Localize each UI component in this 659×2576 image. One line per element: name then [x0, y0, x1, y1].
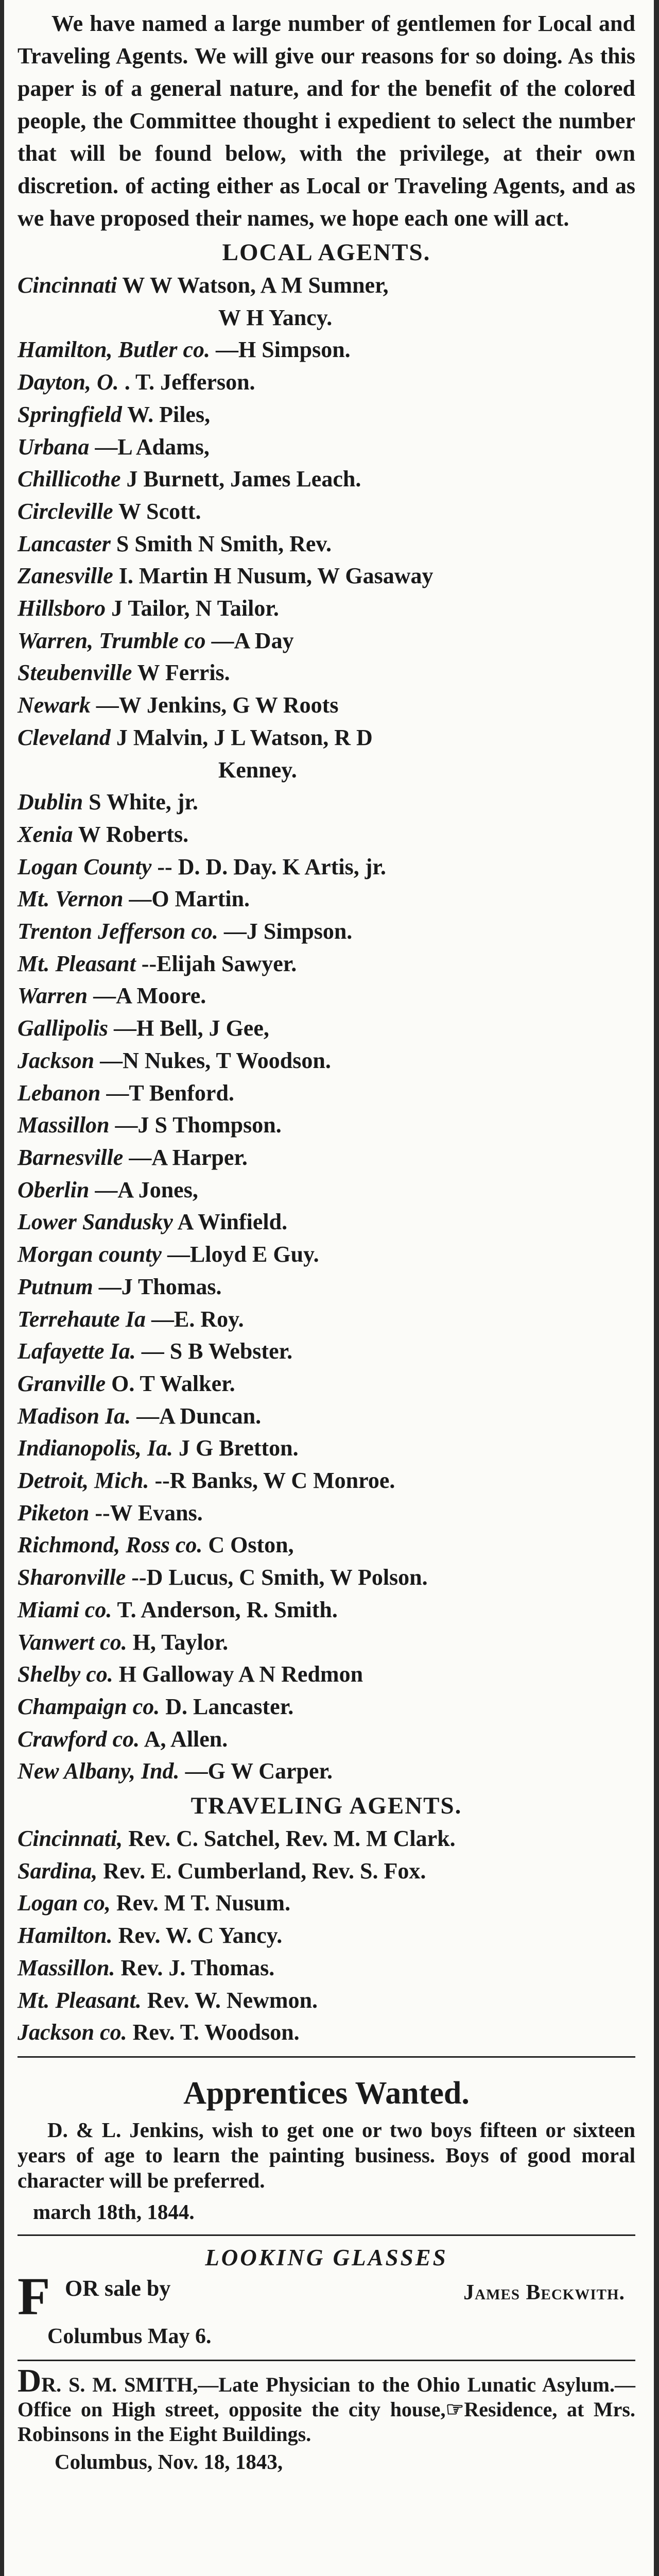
agent-names: W Ferris. — [137, 660, 230, 686]
intro-text: We have named a large number of gentlemen for Local and Traveling Agents. We will give our reasons for so doing. As this paper is of a general nature, and for the benefit of the colored people, the Committee thought i expedient to select the number that will be found below, with the privilege, at their own discretion. of acting either as Local or Traveling Agents, and as we have proposed their names, we hope each one will act. — [18, 11, 635, 231]
agent-names: —G W Carper. — [185, 1758, 333, 1784]
place-name: Mt. Pleasant — [18, 951, 136, 976]
agent-names: —A Duncan. — [136, 1403, 262, 1429]
agent-names: —A Moore. — [93, 983, 206, 1009]
local-agent-entry — [18, 980, 635, 1012]
local-agent-entry — [18, 1626, 635, 1659]
local-agent-entry — [18, 1335, 635, 1368]
place-name: Warren — [18, 983, 88, 1009]
smith-ad-date: Columbus, Nov. 18, 1843, — [55, 2449, 283, 2473]
agent-names: -- D. D. Day. K Artis, jr. — [157, 854, 386, 879]
local-agents-heading: LOCAL AGENTS. — [222, 239, 431, 266]
local-agent-entry — [18, 1400, 635, 1433]
agent-names: W H Yancy. — [218, 304, 333, 330]
agent-names: W. Piles, — [127, 401, 211, 427]
agent-names: —A Jones, — [95, 1177, 198, 1202]
local-agent-entry — [18, 1368, 635, 1400]
place-name: Massillon — [18, 1112, 110, 1138]
traveling-agent-entry — [18, 2016, 635, 2049]
agent-names: J Burnett, James Leach. — [126, 466, 361, 492]
place-name: Barnesville — [18, 1144, 124, 1170]
place-name: Putnum — [18, 1274, 93, 1299]
place-name: Newark — [18, 692, 91, 718]
agent-names: J Tailor, N Tailor. — [111, 596, 279, 621]
traveling-agent-entry — [18, 1985, 635, 2017]
agent-names: —T Benford. — [106, 1080, 234, 1106]
traveling-agent-entry — [18, 1823, 635, 1855]
agent-names: W Roberts. — [78, 821, 189, 847]
agent-names: —Lloyd E Guy. — [167, 1242, 319, 1267]
traveling-agents-list — [18, 1823, 635, 2049]
local-agent-entry — [18, 1658, 635, 1691]
agent-names: O. T Walker. — [111, 1370, 235, 1396]
agent-names: W Scott. — [118, 498, 201, 524]
local-agent-entry — [18, 1529, 635, 1562]
local-agent-entry — [18, 366, 635, 399]
place-name: Dayton, O. — [18, 369, 119, 395]
local-agent-entry — [18, 1432, 635, 1465]
agent-names: —O Martin. — [129, 886, 250, 912]
local-agent-entry — [18, 1497, 635, 1530]
article-column — [18, 7, 635, 2477]
place-name: Trenton Jefferson co. — [18, 919, 218, 944]
agent-names: Kenney. — [218, 757, 297, 783]
apprentices-body — [18, 2117, 635, 2193]
traveling-agents-heading: TRAVELING AGENTS. — [190, 1792, 462, 1820]
agent-names: —L Adams, — [95, 434, 210, 460]
local-agent-entry — [18, 1077, 635, 1110]
place-name: Cincinnati, — [18, 1826, 123, 1852]
agent-names: —H Bell, J Gee, — [114, 1015, 269, 1041]
agent-names: --Elijah Sawyer. — [141, 951, 297, 976]
agent-names: --W Evans. — [95, 1500, 203, 1526]
place-name: Madison Ia. — [18, 1403, 131, 1429]
agent-names: Rev. J. Thomas. — [120, 1955, 275, 1980]
local-agent-entry — [18, 916, 635, 948]
agent-names: —A Harper. — [129, 1144, 248, 1170]
agent-names: Rev. E. Cumberland, Rev. S. Fox. — [103, 1858, 426, 1884]
agent-names: —W Jenkins, G W Roots — [96, 692, 339, 718]
place-name: Detroit, Mich. — [18, 1468, 149, 1494]
place-name: Miami co. — [18, 1597, 112, 1622]
seller-name: James Beckwith. — [463, 2280, 625, 2304]
agent-names: --D Lucus, C Smith, W Polson. — [131, 1565, 428, 1590]
local-agent-entry — [18, 786, 635, 819]
drop-cap: F — [18, 2266, 50, 2326]
place-name: Indianopolis, Ia. — [18, 1435, 173, 1461]
place-name: Crawford co. — [18, 1726, 140, 1752]
place-name: Springfield — [18, 401, 122, 427]
looking-glasses-ad — [18, 2266, 635, 2326]
local-agent-entry — [18, 1109, 635, 1142]
agent-names: —J Simpson. — [223, 919, 353, 944]
smith-ad-initial: D — [18, 2362, 42, 2399]
for-sale-text: OR sale by — [65, 2275, 171, 2301]
local-agent-entry — [18, 302, 635, 334]
local-agent-entry — [18, 528, 635, 561]
place-name: Granville — [18, 1370, 106, 1396]
agent-names: J G Bretton. — [178, 1435, 299, 1461]
local-agent-entry — [18, 560, 635, 592]
local-agent-entry — [18, 1691, 635, 1723]
agent-names: S White, jr. — [89, 789, 198, 815]
place-name: Piketon — [18, 1500, 90, 1526]
local-agent-entry — [18, 657, 635, 689]
place-name: Oberlin — [18, 1177, 90, 1202]
agent-names: H Galloway A N Redmon — [118, 1662, 363, 1687]
smith-ad-text — [18, 2362, 635, 2447]
local-agent-entry — [18, 1271, 635, 1303]
place-name: Sardina, — [18, 1858, 98, 1884]
apprentices-text: D. & L. Jenkins, wish to get one or two boys fifteen or sixteen years of age to learn the painting business. Boys of good moral character will be preferred. — [18, 2117, 635, 2192]
local-agent-entry — [18, 1045, 635, 1077]
place-name: Gallipolis — [18, 1015, 109, 1041]
place-name: Shelby co. — [18, 1662, 113, 1687]
local-agent-entry — [18, 1303, 635, 1336]
local-agent-entry — [18, 592, 635, 625]
agent-names: W W Watson, A M Sumner, — [122, 273, 389, 298]
agent-names: —H Simpson. — [216, 337, 351, 363]
place-name: Lebanon — [18, 1080, 101, 1106]
agent-names: —E. Roy. — [151, 1306, 244, 1332]
local-agent-entry — [18, 269, 635, 302]
place-name: Mt. Vernon — [18, 886, 124, 912]
place-name: Richmond, Ross co. — [18, 1532, 203, 1558]
agent-names: Rev. W. Newmon. — [147, 1987, 318, 2013]
traveling-agent-entry — [18, 1952, 635, 1985]
agent-names: I. Martin H Nusum, W Gasaway — [118, 563, 433, 589]
place-name: Circleville — [18, 498, 113, 524]
right-border — [654, 0, 659, 2576]
place-name: Xenia — [18, 821, 73, 847]
local-agent-entry — [18, 722, 635, 754]
place-name: Chillicothe — [18, 466, 121, 492]
local-agent-entry — [18, 1465, 635, 1497]
place-name: Steubenville — [18, 660, 132, 686]
place-name: Hillsboro — [18, 596, 106, 621]
looking-glasses-date: Columbus May 6. — [47, 2324, 212, 2348]
local-agent-entry — [18, 819, 635, 851]
apprentices-date: march 18th, 1844. — [33, 2199, 195, 2224]
traveling-agent-entry — [18, 1920, 635, 1952]
section-divider — [18, 2360, 635, 2361]
place-name: Morgan county — [18, 1242, 162, 1267]
local-agent-entry — [18, 754, 635, 787]
place-name: Mt. Pleasant. — [18, 1987, 142, 2013]
smith-ad — [18, 2362, 635, 2447]
place-name: Lower Sandusky — [18, 1209, 173, 1235]
agent-names: Rev. M T. Nusum. — [116, 1890, 291, 1916]
local-agent-entry — [18, 883, 635, 916]
place-name: Champaign co. — [18, 1693, 160, 1719]
place-name: Massillon. — [18, 1955, 115, 1980]
place-name: Dublin — [18, 789, 83, 815]
place-name: Warren, Trumble co — [18, 628, 206, 653]
traveling-agent-entry — [18, 1887, 635, 1920]
place-name: Logan co, — [18, 1890, 111, 1916]
place-name: Cleveland — [18, 724, 111, 750]
agent-names: C Oston, — [208, 1532, 294, 1558]
place-name: Sharonville — [18, 1565, 126, 1590]
local-agent-entry — [18, 1239, 635, 1271]
place-name: Terrehaute Ia — [18, 1306, 146, 1332]
place-name: Jackson — [18, 1047, 95, 1073]
agent-names: A, Allen. — [144, 1726, 228, 1752]
local-agent-entry — [18, 948, 635, 980]
agent-names: —A Day — [211, 628, 294, 653]
agent-names: J Malvin, J L Watson, R D — [116, 724, 373, 750]
agent-names: A Winfield. — [177, 1209, 288, 1235]
place-name: New Albany, Ind. — [18, 1758, 180, 1784]
local-agent-entry — [18, 431, 635, 464]
intro-paragraph — [18, 7, 635, 234]
agent-names: Rev. C. Satchel, Rev. M. M Clark. — [128, 1826, 456, 1852]
agent-names: —J Thomas. — [98, 1274, 222, 1299]
agent-names: D. Lancaster. — [165, 1693, 294, 1719]
local-agent-entry — [18, 1012, 635, 1045]
place-name: Zanesville — [18, 563, 113, 589]
agent-names: S Smith N Smith, Rev. — [116, 531, 332, 556]
local-agent-entry — [18, 399, 635, 431]
local-agent-entry — [18, 851, 635, 884]
agent-names: — S B Webster. — [141, 1338, 293, 1364]
local-agent-entry — [18, 625, 635, 657]
local-agent-entry — [18, 1723, 635, 1756]
left-border — [0, 0, 4, 2576]
looking-glasses-title: LOOKING GLASSES — [205, 2244, 448, 2270]
local-agents-list — [18, 269, 635, 1788]
local-agent-entry — [18, 496, 635, 528]
agent-names: T. Anderson, R. Smith. — [117, 1597, 338, 1622]
place-name: Jackson co. — [18, 2020, 127, 2045]
place-name: Lafayette Ia. — [18, 1338, 136, 1364]
place-name: Vanwert co. — [18, 1629, 127, 1655]
section-divider — [18, 2056, 635, 2058]
local-agent-entry — [18, 1206, 635, 1239]
local-agent-entry — [18, 1562, 635, 1594]
place-name: Hamilton, Butler co. — [18, 337, 211, 363]
agent-names: --R Banks, W C Monroe. — [154, 1468, 395, 1494]
smith-ad-body: R. S. M. SMITH,—Late Physician to the Ohio Lunatic Asylum.—Office on High street, opposite the city house,☞Residence, at Mrs. Robinsons in the Eight Buildings. — [18, 2372, 635, 2446]
section-divider — [18, 2234, 635, 2236]
local-agent-entry — [18, 463, 635, 496]
agent-names: Rev. W. C Yancy. — [118, 1923, 283, 1948]
local-agent-entry — [18, 1755, 635, 1788]
local-agent-entry — [18, 1174, 635, 1207]
agent-names: H, Taylor. — [132, 1629, 229, 1655]
apprentices-title: Apprentices Wanted. — [183, 2075, 470, 2111]
place-name: Lancaster — [18, 531, 111, 556]
agent-names: Rev. T. Woodson. — [132, 2020, 300, 2045]
agent-names: —J S Thompson. — [115, 1112, 282, 1138]
local-agent-entry — [18, 689, 635, 722]
local-agent-entry — [18, 1594, 635, 1626]
agent-names: —N Nukes, T Woodson. — [100, 1047, 331, 1073]
agent-names: . T. Jefferson. — [124, 369, 255, 395]
place-name: Logan County — [18, 854, 152, 879]
place-name: Hamilton. — [18, 1923, 113, 1948]
place-name: Urbana — [18, 434, 90, 460]
local-agent-entry — [18, 334, 635, 366]
place-name: Cincinnati — [18, 273, 117, 298]
traveling-agent-entry — [18, 1855, 635, 1888]
local-agent-entry — [18, 1142, 635, 1174]
